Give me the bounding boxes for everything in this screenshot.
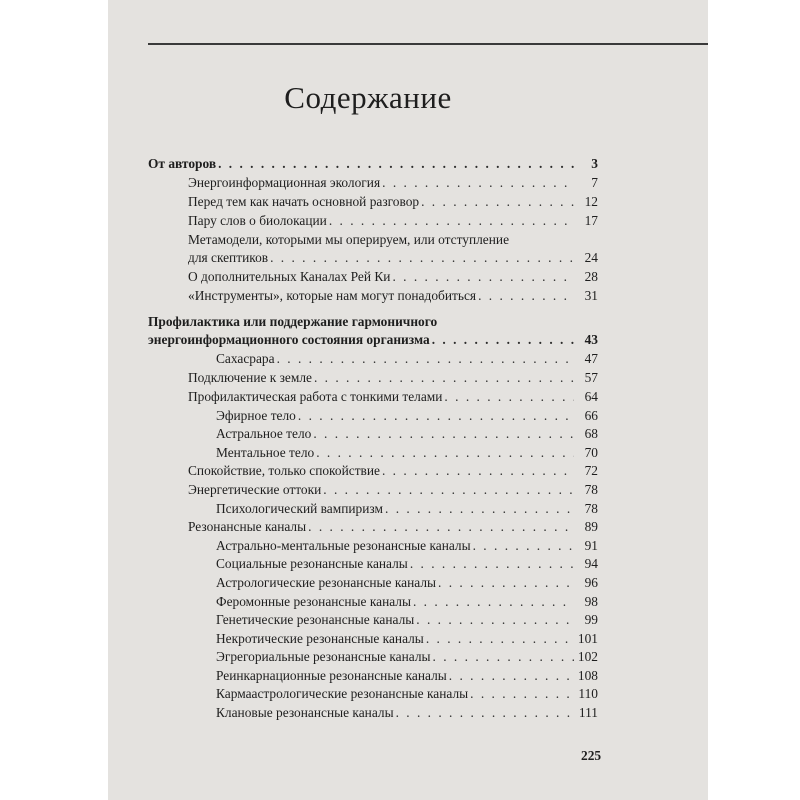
- dot-leader: [314, 369, 574, 387]
- toc-entry-title: От авторов: [148, 156, 217, 171]
- toc-entry-title: Перед тем как начать основной разговор: [188, 194, 420, 209]
- dot-leader: [396, 704, 574, 722]
- toc-entry-title: Генетические резонансные каналы: [216, 612, 415, 627]
- dot-leader: [382, 174, 574, 192]
- toc-entry: [188, 518, 598, 536]
- dot-leader: [421, 193, 574, 211]
- dot-leader: [426, 630, 574, 648]
- dot-leader: [470, 685, 574, 703]
- dot-leader: [316, 444, 574, 462]
- dot-leader: [413, 593, 574, 611]
- toc-entry-title: Клановые резонансные каналы: [216, 705, 394, 720]
- dot-leader: [432, 331, 574, 349]
- toc-entry: [216, 611, 598, 629]
- dot-leader: [385, 500, 574, 518]
- toc-entry: [188, 268, 598, 286]
- toc-entry: [216, 425, 598, 443]
- toc-entry-title: энергоинформационного состояния организма: [148, 332, 430, 347]
- page-title: Содержание: [284, 80, 452, 115]
- toc-entry: [188, 388, 598, 406]
- dot-leader: [478, 287, 574, 305]
- toc-entry-page: 17: [584, 213, 598, 228]
- toc-entry-title: Сахасрара: [216, 351, 275, 366]
- toc-entry-title: Резонансные каналы: [188, 519, 307, 534]
- toc-entry-page: 7: [591, 175, 598, 190]
- toc-entry-title: Кармаастрологические резонансные каналы: [216, 686, 469, 701]
- dot-leader: [473, 537, 574, 555]
- toc-entry: [216, 407, 598, 425]
- toc-entry: [216, 704, 598, 722]
- toc-entry-page: 101: [577, 631, 598, 646]
- dot-leader: [410, 555, 574, 573]
- dot-leader: [313, 425, 574, 443]
- toc-entry-page: 12: [584, 194, 598, 209]
- page-number: 225: [581, 748, 602, 763]
- toc-entry-page: 31: [584, 288, 598, 303]
- toc-entry-title: Пару слов о биолокации: [188, 213, 327, 228]
- toc-entry-title: Подключение к земле: [188, 370, 312, 385]
- toc-entry-page: 96: [584, 575, 598, 590]
- dot-leader: [449, 667, 574, 685]
- toc-entry: [188, 249, 598, 267]
- toc-entry-title: Профилактика или поддержание гармоничного: [148, 314, 438, 329]
- toc-entry: [216, 444, 598, 462]
- toc-entry-title: Спокойствие, только спокойствие: [188, 463, 380, 478]
- toc-entry-title: Метамодели, которыми мы оперируем, или отступление: [188, 232, 510, 247]
- toc-entry-page: 43: [584, 332, 598, 347]
- toc-entry-page: 111: [578, 705, 598, 720]
- toc-entry: [188, 462, 598, 480]
- dot-leader: [218, 155, 574, 173]
- toc-entry-page: 28: [584, 269, 598, 284]
- dot-leader: [308, 518, 574, 536]
- toc-entry-page: 102: [577, 649, 598, 664]
- toc-entry-page: 78: [584, 501, 598, 516]
- toc-entry-title: Эфирное тело: [216, 408, 296, 423]
- dot-leader: [433, 648, 574, 666]
- toc-entry-page: 98: [584, 594, 598, 609]
- toc-entry-page: 108: [577, 668, 598, 683]
- dot-leader: [298, 407, 574, 425]
- toc-entry-title: Феромонные резонансные каналы: [216, 594, 411, 609]
- toc-entry-page: 57: [584, 370, 598, 385]
- toc-entry: [188, 174, 598, 192]
- dot-leader: [392, 268, 574, 286]
- toc-entry-page: 70: [584, 445, 598, 460]
- toc-entry-page: 66: [584, 408, 598, 423]
- dot-leader: [382, 462, 574, 480]
- toc-entry: [216, 648, 598, 666]
- toc-entry: [216, 685, 598, 703]
- book-page: [108, 0, 708, 800]
- toc-entry-title: для скептиков: [188, 250, 269, 265]
- toc-entry: [188, 481, 598, 499]
- dot-leader: [270, 249, 574, 267]
- toc-entry: [188, 193, 598, 211]
- toc-entry: [148, 331, 598, 349]
- toc-entry-title: «Инструменты», которые нам могут понадобиться: [188, 288, 477, 303]
- toc-entry-title: Эгрегориальные резонансные каналы: [216, 649, 431, 664]
- toc-entry-title: Социальные резонансные каналы: [216, 556, 408, 571]
- toc-entry: [216, 537, 598, 555]
- toc-entry-title: О дополнительных Каналах Рей Ки: [188, 269, 391, 284]
- toc-entry-page: 110: [578, 686, 598, 701]
- toc-entry: [148, 155, 598, 173]
- toc-entry-page: 68: [584, 426, 598, 441]
- dot-leader: [329, 212, 574, 230]
- dot-leader: [277, 350, 574, 368]
- toc-entry-page: 89: [584, 519, 598, 534]
- toc-entry-title: Энергоинформационная экология: [188, 175, 381, 190]
- toc-entry: [216, 574, 598, 592]
- toc-entry-page: 78: [584, 482, 598, 497]
- toc-entry: [216, 500, 598, 518]
- toc-entry: [188, 287, 598, 305]
- dot-leader: [444, 388, 574, 406]
- toc-entry-title: Психологический вампиризм: [216, 501, 383, 516]
- toc-entry-page: 47: [584, 351, 598, 366]
- toc-entry: [188, 212, 598, 230]
- toc-entry-page: 24: [584, 250, 598, 265]
- toc-entry: [216, 630, 598, 648]
- toc-entry-page: 91: [584, 538, 598, 553]
- toc-entry: [216, 350, 598, 368]
- dot-leader: [416, 611, 574, 629]
- toc-entry-page: 64: [584, 389, 598, 404]
- dot-leader: [323, 481, 574, 499]
- toc-entry-title: Астральное тело: [216, 426, 312, 441]
- toc-entry: [216, 555, 598, 573]
- toc-entry-title: Профилактическая работа с тонкими телами: [188, 389, 443, 404]
- toc-entry-title: Энергетические оттоки: [188, 482, 322, 497]
- toc-entry-page: 94: [584, 556, 598, 571]
- toc-entry: [216, 593, 598, 611]
- dot-leader: [438, 574, 574, 592]
- toc-entry-title: Астрально-ментальные резонансные каналы: [216, 538, 471, 553]
- table-of-contents: [108, 0, 708, 800]
- toc-entry-page: 99: [584, 612, 598, 627]
- toc-entry: [216, 667, 598, 685]
- toc-entry: [188, 369, 598, 387]
- toc-entry-title: Астрологические резонансные каналы: [216, 575, 436, 590]
- toc-entry-page: 3: [591, 156, 598, 171]
- toc-entry-title: Ментальное тело: [216, 445, 315, 460]
- toc-entry-page: 72: [584, 463, 598, 478]
- toc-entry-title: Реинкарнационные резонансные каналы: [216, 668, 447, 683]
- toc-entry-title: Некротические резонансные каналы: [216, 631, 424, 646]
